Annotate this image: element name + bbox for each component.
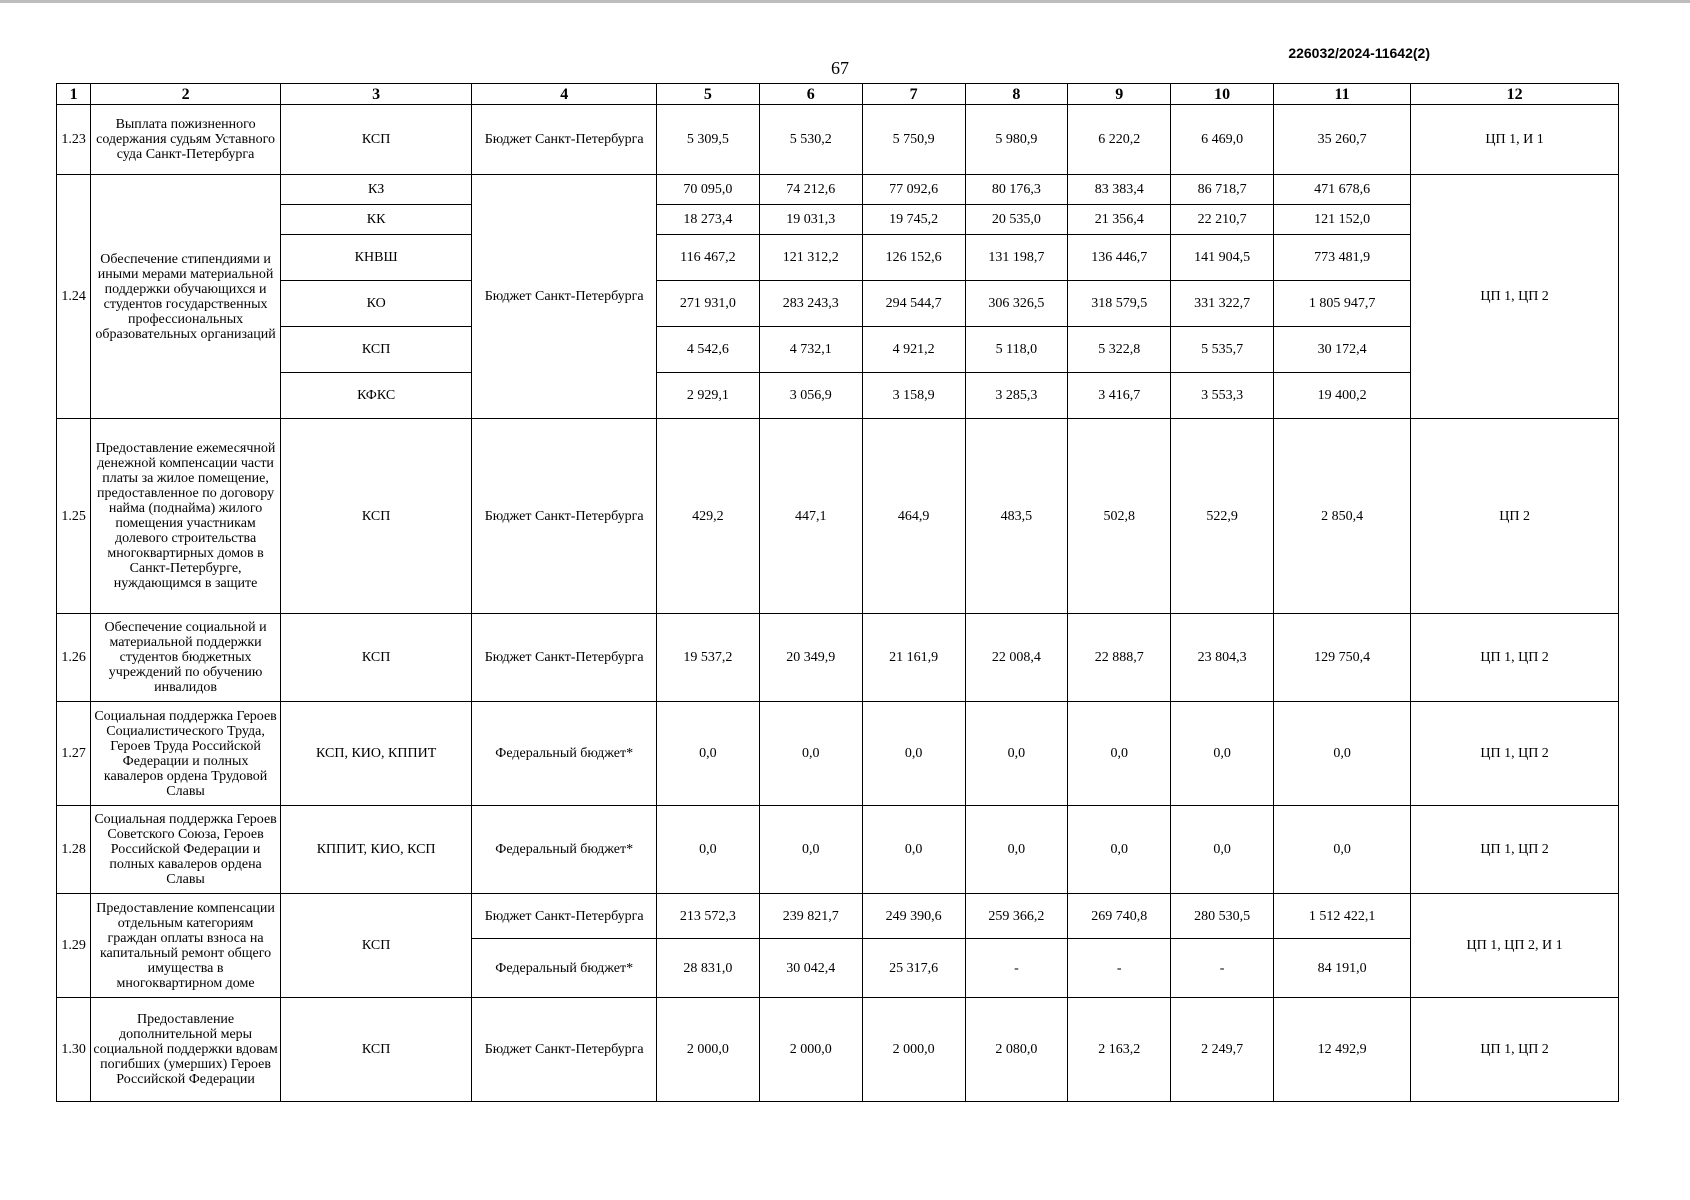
- value-cell: 19 537,2: [656, 614, 759, 702]
- value-cell: 5 309,5: [656, 105, 759, 175]
- value-cell: 522,9: [1171, 419, 1274, 614]
- measure-name: Предоставление дополнительной меры социальной поддержки вдовам погибших (умерших) Героев Российской Федерации: [91, 998, 281, 1102]
- value-cell: 4 542,6: [656, 327, 759, 373]
- funding-source: Федеральный бюджет*: [472, 939, 657, 998]
- executor: КППИТ, КИО, КСП: [280, 806, 472, 894]
- header-cell: 1: [57, 84, 91, 105]
- value-cell: 80 176,3: [965, 175, 1068, 205]
- table-row: [57, 175, 1619, 205]
- value-cell: 306 326,5: [965, 281, 1068, 327]
- value-cell: 25 317,6: [862, 939, 965, 998]
- value-cell: 19 745,2: [862, 205, 965, 235]
- value-cell: 483,5: [965, 419, 1068, 614]
- value-cell: 86 718,7: [1171, 175, 1274, 205]
- value-cell: 74 212,6: [759, 175, 862, 205]
- value-cell: 0,0: [759, 806, 862, 894]
- value-cell: 20 349,9: [759, 614, 862, 702]
- total-cell: 19 400,2: [1274, 373, 1411, 419]
- value-cell: 213 572,3: [656, 894, 759, 939]
- value-cell: 18 273,4: [656, 205, 759, 235]
- table-row: [57, 373, 1619, 419]
- value-cell: 2 080,0: [965, 998, 1068, 1102]
- document-id: 226032/2024-11642(2): [1288, 45, 1430, 61]
- total-cell: 30 172,4: [1274, 327, 1411, 373]
- table-row: [57, 281, 1619, 327]
- value-cell: 2 000,0: [656, 998, 759, 1102]
- table-row: [57, 105, 1619, 175]
- row-number: 1.27: [57, 702, 91, 806]
- value-cell: 5 750,9: [862, 105, 965, 175]
- value-cell: 20 535,0: [965, 205, 1068, 235]
- measure-name: Предоставление компенсации отдельным категориям граждан оплаты взноса на капитальный ремонт общего имущества в многоквартирном доме: [91, 894, 281, 998]
- value-cell: 4 732,1: [759, 327, 862, 373]
- header-cell: 8: [965, 84, 1068, 105]
- value-cell: 116 467,2: [656, 235, 759, 281]
- header-cell: 9: [1068, 84, 1171, 105]
- executor: КСП: [280, 105, 472, 175]
- value-cell: -: [965, 939, 1068, 998]
- total-cell: 121 152,0: [1274, 205, 1411, 235]
- total-cell: 12 492,9: [1274, 998, 1411, 1102]
- value-cell: 0,0: [1171, 702, 1274, 806]
- header-cell: 2: [91, 84, 281, 105]
- executor: КСП: [280, 614, 472, 702]
- total-cell: 471 678,6: [1274, 175, 1411, 205]
- value-cell: -: [1068, 939, 1171, 998]
- funding-source: Бюджет Санкт-Петербурга: [472, 175, 657, 419]
- value-cell: 19 031,3: [759, 205, 862, 235]
- value-cell: 0,0: [1171, 806, 1274, 894]
- value-cell: 141 904,5: [1171, 235, 1274, 281]
- page-number: 67: [831, 58, 849, 78]
- value-cell: 5 322,8: [1068, 327, 1171, 373]
- value-cell: 136 446,7: [1068, 235, 1171, 281]
- value-cell: 2 000,0: [759, 998, 862, 1102]
- executor: КСП: [280, 419, 472, 614]
- value-cell: 331 322,7: [1171, 281, 1274, 327]
- executor: КК: [280, 205, 472, 235]
- value-cell: 318 579,5: [1068, 281, 1171, 327]
- value-cell: 21 356,4: [1068, 205, 1171, 235]
- value-cell: 0,0: [862, 806, 965, 894]
- value-cell: 70 095,0: [656, 175, 759, 205]
- executor: КЗ: [280, 175, 472, 205]
- table-row: [57, 327, 1619, 373]
- row-number: 1.24: [57, 175, 91, 419]
- executor: КСП: [280, 894, 472, 998]
- executor: КСП: [280, 998, 472, 1102]
- total-cell: 773 481,9: [1274, 235, 1411, 281]
- value-cell: 0,0: [965, 806, 1068, 894]
- executor: КО: [280, 281, 472, 327]
- value-cell: 271 931,0: [656, 281, 759, 327]
- value-cell: 249 390,6: [862, 894, 965, 939]
- header-cell: 3: [280, 84, 472, 105]
- header-cell: 4: [472, 84, 657, 105]
- value-cell: 22 888,7: [1068, 614, 1171, 702]
- value-cell: 0,0: [1068, 702, 1171, 806]
- total-cell: 84 191,0: [1274, 939, 1411, 998]
- measure-name: Социальная поддержка Героев Социалистического Труда, Героев Труда Российской Федерации и полных кавалеров ордена Трудовой Славы: [91, 702, 281, 806]
- total-cell: 1 512 422,1: [1274, 894, 1411, 939]
- top-rule: [0, 0, 1690, 3]
- value-cell: 464,9: [862, 419, 965, 614]
- value-cell: 4 921,2: [862, 327, 965, 373]
- header-cell: 6: [759, 84, 862, 105]
- value-cell: 0,0: [862, 702, 965, 806]
- program-table: [56, 83, 1619, 1102]
- funding-source: Бюджет Санкт-Петербурга: [472, 998, 657, 1102]
- indicator-codes: ЦП 1, И 1: [1411, 105, 1619, 175]
- measure-name: Обеспечение стипендиями и иными мерами материальной поддержки обучающихся и студентов государственных профессиональных образовательных организаций: [91, 175, 281, 419]
- value-cell: 5 535,7: [1171, 327, 1274, 373]
- value-cell: 22 008,4: [965, 614, 1068, 702]
- value-cell: 21 161,9: [862, 614, 965, 702]
- value-cell: 0,0: [759, 702, 862, 806]
- value-cell: 3 158,9: [862, 373, 965, 419]
- total-cell: 129 750,4: [1274, 614, 1411, 702]
- value-cell: 121 312,2: [759, 235, 862, 281]
- measure-name: Выплата пожизненного содержания судьям Уставного суда Санкт-Петербурга: [91, 105, 281, 175]
- indicator-codes: ЦП 1, ЦП 2: [1411, 998, 1619, 1102]
- table-row: [57, 894, 1619, 939]
- value-cell: 3 285,3: [965, 373, 1068, 419]
- funding-source: Бюджет Санкт-Петербурга: [472, 894, 657, 939]
- table-row: [57, 235, 1619, 281]
- value-cell: 2 249,7: [1171, 998, 1274, 1102]
- value-cell: 3 056,9: [759, 373, 862, 419]
- value-cell: 6 469,0: [1171, 105, 1274, 175]
- row-number: 1.29: [57, 894, 91, 998]
- total-cell: 0,0: [1274, 702, 1411, 806]
- value-cell: 0,0: [656, 702, 759, 806]
- total-cell: 35 260,7: [1274, 105, 1411, 175]
- value-cell: 269 740,8: [1068, 894, 1171, 939]
- indicator-codes: ЦП 1, ЦП 2: [1411, 175, 1619, 419]
- value-cell: 126 152,6: [862, 235, 965, 281]
- header-row: [57, 84, 1619, 105]
- value-cell: 5 118,0: [965, 327, 1068, 373]
- value-cell: 429,2: [656, 419, 759, 614]
- indicator-codes: ЦП 1, ЦП 2, И 1: [1411, 894, 1619, 998]
- value-cell: 239 821,7: [759, 894, 862, 939]
- header-cell: 5: [656, 84, 759, 105]
- indicator-codes: ЦП 1, ЦП 2: [1411, 614, 1619, 702]
- table-row: [57, 205, 1619, 235]
- executor: КСП, КИО, КППИТ: [280, 702, 472, 806]
- header-cell: 11: [1274, 84, 1411, 105]
- table-row: [57, 419, 1619, 614]
- row-number: 1.23: [57, 105, 91, 175]
- value-cell: 77 092,6: [862, 175, 965, 205]
- header-cell: 12: [1411, 84, 1619, 105]
- value-cell: 28 831,0: [656, 939, 759, 998]
- value-cell: 0,0: [965, 702, 1068, 806]
- value-cell: 2 929,1: [656, 373, 759, 419]
- value-cell: 5 980,9: [965, 105, 1068, 175]
- measure-name: Предоставление ежемесячной денежной компенсации части платы за жилое помещение, предоставленное по договору найма (поднайма) жилого помещения участникам долевого строительства многоквартирных домов в Санкт-Петербурге, нуждающимся в защите: [91, 419, 281, 614]
- table-row: [57, 998, 1619, 1102]
- value-cell: 280 530,5: [1171, 894, 1274, 939]
- value-cell: 5 530,2: [759, 105, 862, 175]
- funding-source: Бюджет Санкт-Петербурга: [472, 105, 657, 175]
- value-cell: 83 383,4: [1068, 175, 1171, 205]
- table-row: [57, 806, 1619, 894]
- indicator-codes: ЦП 1, ЦП 2: [1411, 806, 1619, 894]
- measure-name: Социальная поддержка Героев Советского Союза, Героев Российской Федерации и полных кавалеров ордена Славы: [91, 806, 281, 894]
- value-cell: 2 163,2: [1068, 998, 1171, 1102]
- executor: КСП: [280, 327, 472, 373]
- value-cell: 3 416,7: [1068, 373, 1171, 419]
- funding-source: Федеральный бюджет*: [472, 702, 657, 806]
- value-cell: 2 000,0: [862, 998, 965, 1102]
- value-cell: 6 220,2: [1068, 105, 1171, 175]
- value-cell: 0,0: [656, 806, 759, 894]
- value-cell: 0,0: [1068, 806, 1171, 894]
- value-cell: 30 042,4: [759, 939, 862, 998]
- executor: КФКС: [280, 373, 472, 419]
- funding-source: Бюджет Санкт-Петербурга: [472, 419, 657, 614]
- value-cell: -: [1171, 939, 1274, 998]
- indicator-codes: ЦП 2: [1411, 419, 1619, 614]
- value-cell: 3 553,3: [1171, 373, 1274, 419]
- funding-source: Бюджет Санкт-Петербурга: [472, 614, 657, 702]
- table-row: [57, 702, 1619, 806]
- row-number: 1.28: [57, 806, 91, 894]
- header-cell: 10: [1171, 84, 1274, 105]
- value-cell: 131 198,7: [965, 235, 1068, 281]
- value-cell: 447,1: [759, 419, 862, 614]
- value-cell: 283 243,3: [759, 281, 862, 327]
- header-cell: 7: [862, 84, 965, 105]
- total-cell: 1 805 947,7: [1274, 281, 1411, 327]
- indicator-codes: ЦП 1, ЦП 2: [1411, 702, 1619, 806]
- row-number: 1.30: [57, 998, 91, 1102]
- total-cell: 0,0: [1274, 806, 1411, 894]
- row-number: 1.25: [57, 419, 91, 614]
- table-row: [57, 614, 1619, 702]
- executor: КНВШ: [280, 235, 472, 281]
- row-number: 1.26: [57, 614, 91, 702]
- total-cell: 2 850,4: [1274, 419, 1411, 614]
- measure-name: Обеспечение социальной и материальной поддержки студентов бюджетных учреждений по обучению инвалидов: [91, 614, 281, 702]
- funding-source: Федеральный бюджет*: [472, 806, 657, 894]
- value-cell: 22 210,7: [1171, 205, 1274, 235]
- value-cell: 502,8: [1068, 419, 1171, 614]
- value-cell: 294 544,7: [862, 281, 965, 327]
- value-cell: 259 366,2: [965, 894, 1068, 939]
- value-cell: 23 804,3: [1171, 614, 1274, 702]
